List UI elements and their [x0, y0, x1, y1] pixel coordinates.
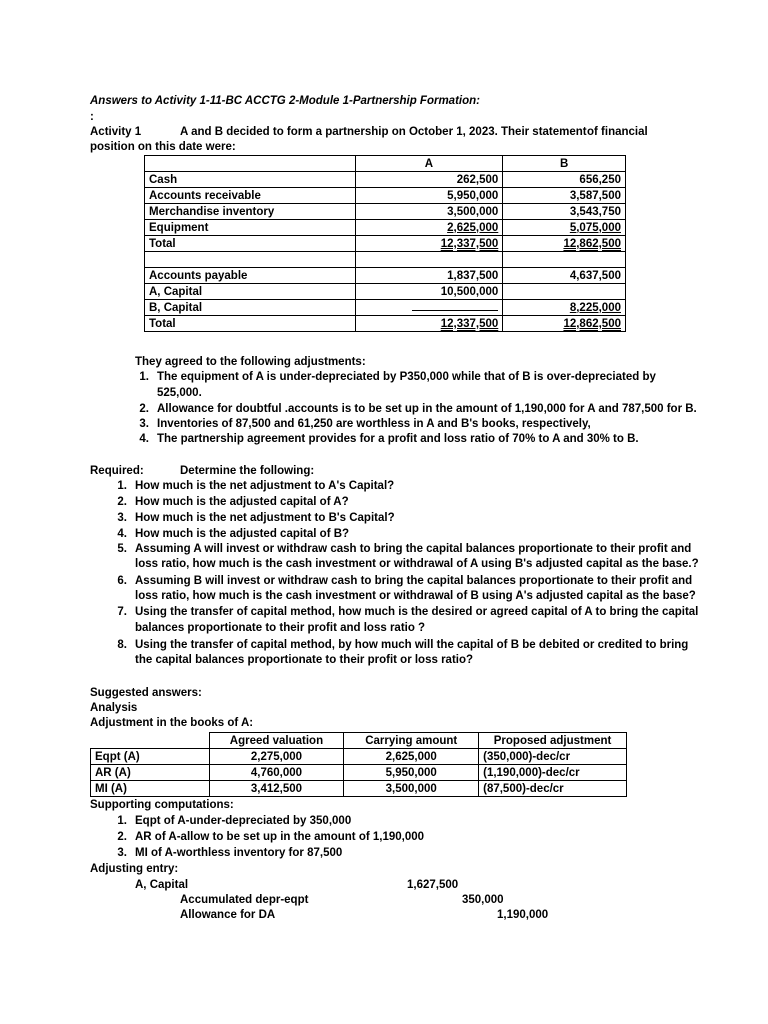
table-row [145, 172, 626, 188]
item-number: 3. [139, 418, 149, 430]
row-label: Equipment [145, 220, 356, 236]
cell-b: 8,225,000 [569, 301, 621, 314]
activity-label: Activity 1 [90, 126, 142, 138]
item-number: 2. [117, 831, 127, 843]
item-number: 3. [117, 847, 127, 859]
adjustment-header-row [91, 733, 627, 749]
item-number: 1. [117, 815, 127, 827]
colon-line: : [90, 111, 94, 123]
item-number: 4. [117, 528, 127, 540]
row-label: Merchandise inventory [145, 204, 356, 220]
entry-credit-amount: 350,000 [462, 894, 504, 906]
item-text: loss ratio, how much is the cash investment or withdrawal of B using A's adjusted capital as the base? [135, 590, 696, 602]
cell-agreed: 4,760,000 [209, 765, 344, 781]
adjusting-entry-heading: Adjusting entry: [90, 863, 179, 875]
cell-b: 656,250 [503, 172, 626, 188]
cell-b: 4,637,500 [503, 268, 626, 284]
item-text: How much is the adjusted capital of A? [135, 496, 349, 508]
item-number: 4. [139, 433, 149, 445]
entry-credit-account: Allowance for DA [180, 909, 276, 921]
item-text: Using the transfer of capital method, how much is the desired or agreed capital of A to bring the capital [135, 606, 699, 618]
cell-a: 2,625,000 [447, 221, 499, 234]
required-label: Required: [90, 465, 144, 477]
required-text: Determine the following: [180, 465, 315, 477]
table-row [145, 300, 626, 316]
cell-a: 10,500,000 [355, 284, 503, 300]
row-label: Total [145, 316, 356, 332]
cell-carrying: 2,625,000 [344, 749, 479, 765]
entry-debit-account: A, Capital [135, 879, 189, 891]
intro-text-line2: position on this date were: [90, 141, 236, 153]
sfp-header-row [145, 156, 626, 172]
cell-proposed: (87,500)-dec/cr [479, 781, 627, 797]
table-row [145, 220, 626, 236]
intro-text: A and B decided to form a partnership on October 1, 2023. Their statement [180, 126, 587, 138]
cell-a: 262,500 [355, 172, 503, 188]
table-row [145, 284, 626, 300]
item-text: balances proportionate to their profit and loss ratio ? [135, 622, 426, 634]
row-label: Cash [145, 172, 356, 188]
item-number: 1. [117, 480, 127, 492]
cell-b: 12,862,500 [563, 237, 621, 250]
cell-a: 1,837,500 [355, 268, 503, 284]
cell-a: 5,950,000 [355, 188, 503, 204]
item-text: 525,000. [157, 387, 202, 399]
table-row [91, 749, 627, 765]
row-item: MI (A) [91, 781, 210, 797]
item-text: Inventories of 87,500 and 61,250 are worthless in A and B's books, respectively, [157, 418, 591, 430]
spacer-row [145, 252, 626, 268]
table-row-total [145, 316, 626, 332]
item-text: Eqpt of A-under-depreciated by 350,000 [135, 815, 352, 827]
entry-credit-amount: 1,190,000 [497, 909, 549, 921]
cell-agreed: 3,412,500 [209, 781, 344, 797]
table-row [145, 268, 626, 284]
table-row [145, 204, 626, 220]
item-text: AR of A-allow to be set up in the amount of 1,190,000 [135, 831, 425, 843]
row-item: Eqpt (A) [91, 749, 210, 765]
item-number: 2. [117, 496, 127, 508]
cell-proposed: (350,000)-dec/cr [479, 749, 627, 765]
cell-a: 12,337,500 [440, 317, 499, 330]
adjustments-intro: They agreed to the following adjustments: [135, 356, 366, 368]
item-text: The partnership agreement provides for a profit and loss ratio of 70% to A and 30% to B. [157, 433, 639, 445]
adjustment-table [90, 732, 627, 797]
entry-debit-amount: 1,627,500 [407, 879, 459, 891]
item-text: How much is the adjusted capital of B? [135, 528, 350, 540]
table-row [91, 765, 627, 781]
item-text: the capital balances proportionate to their profit or loss ratio? [135, 654, 474, 666]
underline-blank [412, 300, 498, 311]
cell-b: 3,543,750 [503, 204, 626, 220]
row-label: A, Capital [145, 284, 356, 300]
supporting-heading: Supporting computations: [90, 799, 234, 811]
sfp-table [144, 155, 626, 332]
adjustment-books-heading: Adjustment in the books of A: [90, 717, 254, 729]
item-number: 8. [117, 639, 127, 651]
cell-a: 3,500,000 [355, 204, 503, 220]
item-text: Using the transfer of capital method, by how much will the capital of B be debited or credited to bring [135, 639, 689, 651]
header-proposed: Proposed adjustment [479, 733, 627, 749]
cell-b: 5,075,000 [569, 221, 621, 234]
cell-b [503, 284, 626, 300]
item-number: 7. [117, 606, 127, 618]
sfp-header-a: A [355, 156, 503, 172]
cell-a: 12,337,500 [440, 237, 499, 250]
cell-b: 12,862,500 [563, 317, 621, 330]
item-text: MI of A-worthless inventory for 87,500 [135, 847, 343, 859]
row-label: B, Capital [145, 300, 356, 316]
item-text: Assuming A will invest or withdraw cash to bring the capital balances proportionate to their profit and [135, 543, 692, 555]
item-text: How much is the net adjustment to A's Capital? [135, 480, 395, 492]
cell-b: 3,587,500 [503, 188, 626, 204]
item-text: Assuming B will invest or withdraw cash to bring the capital balances proportionate to their profit and [135, 575, 693, 587]
header-carrying: Carrying amount [344, 733, 479, 749]
table-row-total [145, 236, 626, 252]
item-number: 5. [117, 543, 127, 555]
suggested-heading: Suggested answers: [90, 687, 202, 699]
header-agreed: Agreed valuation [209, 733, 344, 749]
item-number: 1. [139, 371, 149, 383]
item-text: How much is the net adjustment to B's Capital? [135, 512, 395, 524]
item-number: 2. [139, 403, 149, 415]
item-number: 3. [117, 512, 127, 524]
item-text: Allowance for doubtful .accounts is to be set up in the amount of 1,190,000 for A and 787,500 for B. [157, 403, 697, 415]
row-label: Accounts receivable [145, 188, 356, 204]
table-row [91, 781, 627, 797]
item-text: loss ratio, how much is the cash investment or withdrawal of A using B's adjusted capital as the base.? [135, 558, 699, 570]
item-number: 6. [117, 575, 127, 587]
table-row [145, 188, 626, 204]
analysis-heading: Analysis [90, 702, 138, 714]
cell-agreed: 2,275,000 [209, 749, 344, 765]
row-label: Accounts payable [145, 268, 356, 284]
cell-carrying: 3,500,000 [344, 781, 479, 797]
page-title: Answers to Activity 1-11-BC ACCTG 2-Module 1-Partnership Formation: [90, 95, 480, 107]
entry-credit-account: Accumulated depr-eqpt [180, 894, 309, 906]
cell-proposed: (1,190,000)-dec/cr [479, 765, 627, 781]
sfp-header-b: B [503, 156, 626, 172]
row-item: AR (A) [91, 765, 210, 781]
intro-text-tail: of financial [587, 126, 648, 138]
row-label: Total [145, 236, 356, 252]
item-text: The equipment of A is under-depreciated by P350,000 while that of B is over-depreciated by [157, 371, 656, 383]
cell-carrying: 5,950,000 [344, 765, 479, 781]
